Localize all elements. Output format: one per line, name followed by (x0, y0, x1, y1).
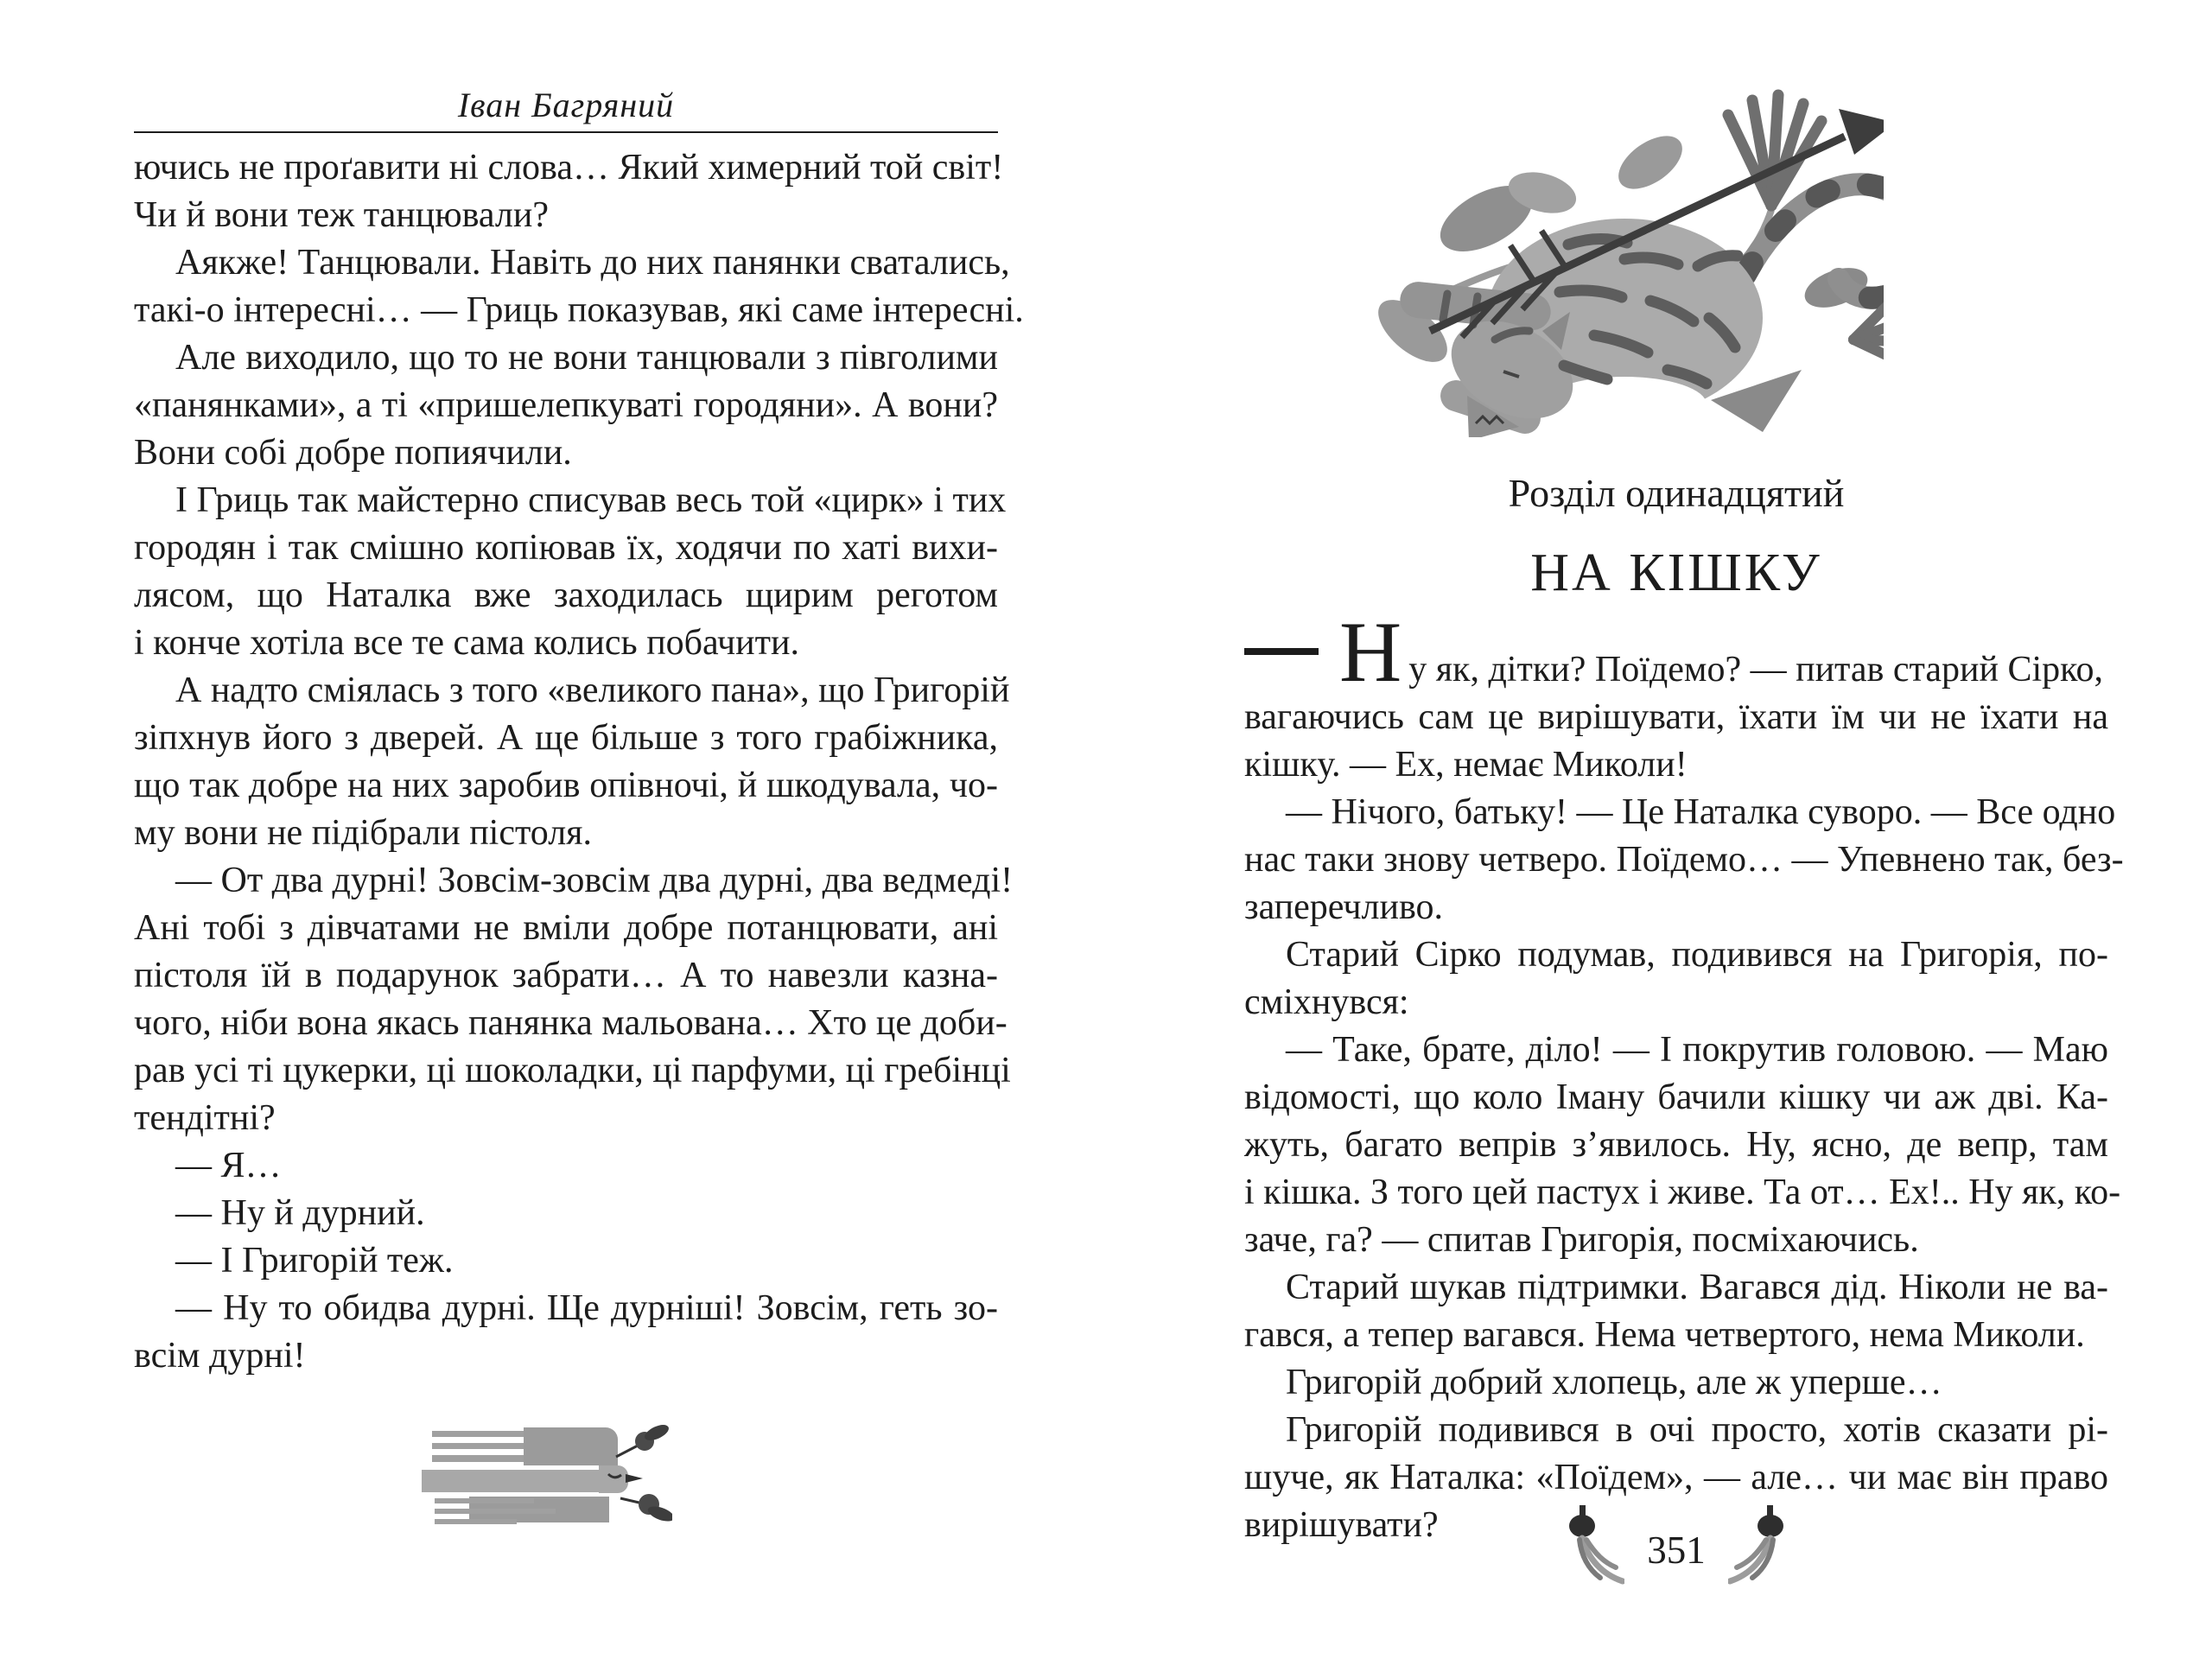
text-line: А надто сміялась з того «великого пана», що Григорій (175, 671, 1010, 710)
text-line: му вони не підібрали пістоля. (134, 813, 593, 853)
text-line: сміхнувся: (1244, 982, 1409, 1022)
cattail-ornament-right (1728, 1505, 1790, 1592)
text-line: вагаючись сам це вирішувати, їхати їм чи не їхати на (1244, 697, 2108, 737)
text-line: Вони собі добре попиячили. (134, 433, 572, 473)
text-line: всім дурні! (134, 1336, 306, 1376)
paragraph (134, 144, 1004, 239)
text-line: тендітні? (134, 1098, 276, 1138)
text-line: рав усі ті цукерки, ці шоколадки, ці парфуми, ці гребінці (134, 1051, 1011, 1090)
text-line: — Ну то обидва дурні. Ще дурніші! Зовсім, геть зо- (175, 1288, 998, 1328)
text-line: — Нічого, батьку! — Це Наталка суворо. — Все одно (1286, 792, 2116, 832)
text-line: Григорій подивився в очі просто, хотів сказати рі- (1286, 1410, 2108, 1450)
left-page (134, 0, 1024, 1659)
leaf-berry-top (616, 1422, 671, 1457)
text-line: Аякже! Танцювали. Навіть до них панянки сватались, (175, 243, 1010, 283)
text-line: лясом, що Наталка вже заходилась щирим реготом (134, 575, 998, 615)
text-line: що так добре на них заробив опівночі, й шкодувала, чо- (134, 766, 998, 805)
bird-upper-wing (524, 1427, 618, 1465)
paragraph (134, 857, 1014, 1142)
paragraph (134, 239, 1024, 334)
right-page-body (1244, 604, 2124, 1549)
text-line: Старий Сірко подумав, подивився на Григорія, по- (1286, 935, 2108, 975)
chapter-label: Розділ одинадцятий (1508, 471, 1845, 515)
text-line: шуче, як Наталка: «Поїдем», — але… чи має він право (1244, 1458, 2108, 1497)
text-line: зіпхнув його з дверей. А ще більше з того грабіжника, (134, 718, 998, 758)
text-line: чого, ніби вона якась панянка мальована… Хто це доби- (134, 1003, 1007, 1043)
running-header: Іван Багряний (457, 86, 675, 124)
text-line: Чи й вони теж танцювали? (134, 195, 549, 235)
tiger-with-arrow-illustration (1365, 33, 1884, 437)
text-line: заче, га? — спитав Григорія, посміхаючись. (1244, 1220, 1919, 1260)
page-footer (1244, 1505, 2108, 1592)
text-line: — Таке, брате, діло! — І покрутив головою. — Маю (1286, 1030, 2108, 1070)
dropcap-text: у як, дітки? Поїдемо? — питав старий Сірко, (1408, 650, 2103, 690)
text-line: відомості, що коло Іману бачили кішку чи аж дві. Ка- (1244, 1077, 2108, 1117)
paragraph (134, 334, 998, 477)
text-line: Ані тобі з дівчатами не вміли добре потанцювати, ані (134, 908, 998, 948)
right-page (1244, 0, 2124, 1659)
text-line: І Гриць так майстерно списував весь той «цирк» і тих (175, 480, 1007, 520)
page-number: 351 (1647, 1529, 1706, 1572)
leaf-berry-bottom (620, 1494, 672, 1524)
paragraph (1244, 1359, 2108, 1407)
text-line: нас таки знову четверо. Поїдемо… — Упевнено так, без- (1244, 840, 2124, 880)
left-page-body (134, 144, 1024, 1380)
text-line: — Ну й дурний. (175, 1193, 425, 1233)
paragraph (1244, 1264, 2108, 1359)
text-line: жуть, багато вепрів з’явилось. Ну, ясно, де вепр, там (1244, 1125, 2108, 1165)
paragraph (134, 1237, 998, 1285)
text-line: городян і так смішно копіював їх, ходячи по хаті вихи- (134, 528, 998, 568)
text-line: і кішка. З того цей пастух і живе. Та от… Ех!.. Ну як, ко- (1244, 1173, 2121, 1212)
paragraph (1244, 604, 2108, 789)
paragraph (134, 667, 1010, 857)
cattail-ornament-left (1562, 1505, 1624, 1592)
text-line: і конче хотіла все те сама колись побачити. (134, 623, 799, 663)
paragraph (134, 1190, 998, 1237)
text-line: Старий шукав підтримки. Вагався дід. Ніколи не ва- (1286, 1268, 2108, 1307)
paragraph (1244, 931, 2108, 1027)
chapter-title: НА КІШКУ (1530, 543, 1822, 602)
header-rule (134, 131, 998, 133)
text-line: кішку. — Ех, немає Миколи! (1244, 745, 1688, 785)
paragraph (134, 1142, 998, 1190)
text-line: заперечливо. (1244, 887, 1443, 927)
bird-beak (626, 1474, 643, 1483)
paragraph (134, 477, 1007, 667)
dropcap-line (1244, 604, 2108, 700)
text-line: Григорій добрий хлопець, але ж уперше… (1286, 1363, 1942, 1402)
flying-bird-illustration (422, 1422, 672, 1528)
paragraph (1244, 1027, 2121, 1264)
paragraph (1244, 789, 2124, 931)
text-line: вирішувати? (1244, 1505, 1439, 1545)
paragraph (134, 1285, 998, 1380)
text-line: — І Григорій теж. (175, 1241, 454, 1281)
arrowhead (1839, 109, 1884, 155)
dialogue-dash (1244, 648, 1319, 655)
text-line: гався, а тепер вагався. Нема четвертого, нема Миколи. (1244, 1315, 2085, 1355)
text-line: пістоля їй в подарунок забрати… А то навезли казна- (134, 956, 998, 995)
text-line: — От два дурні! Зовсім-зовсім два дурні, два ведмеді! (175, 861, 1014, 900)
dropcap-initial: Н (1339, 604, 1402, 700)
text-line: такі-о інтересні… — Гриць показував, які саме інтересні. (134, 290, 1024, 330)
text-line: Але виходило, що то не вони танцювали з півголими (175, 338, 998, 378)
text-line: ючись не проґавити ні слова… Який химерний той світ! (134, 148, 1004, 188)
bird-body (422, 1470, 610, 1492)
text-line: «панянками», а ті «пришелепкуваті городяни». А вони? (134, 385, 998, 425)
text-line: — Я… (175, 1146, 282, 1185)
